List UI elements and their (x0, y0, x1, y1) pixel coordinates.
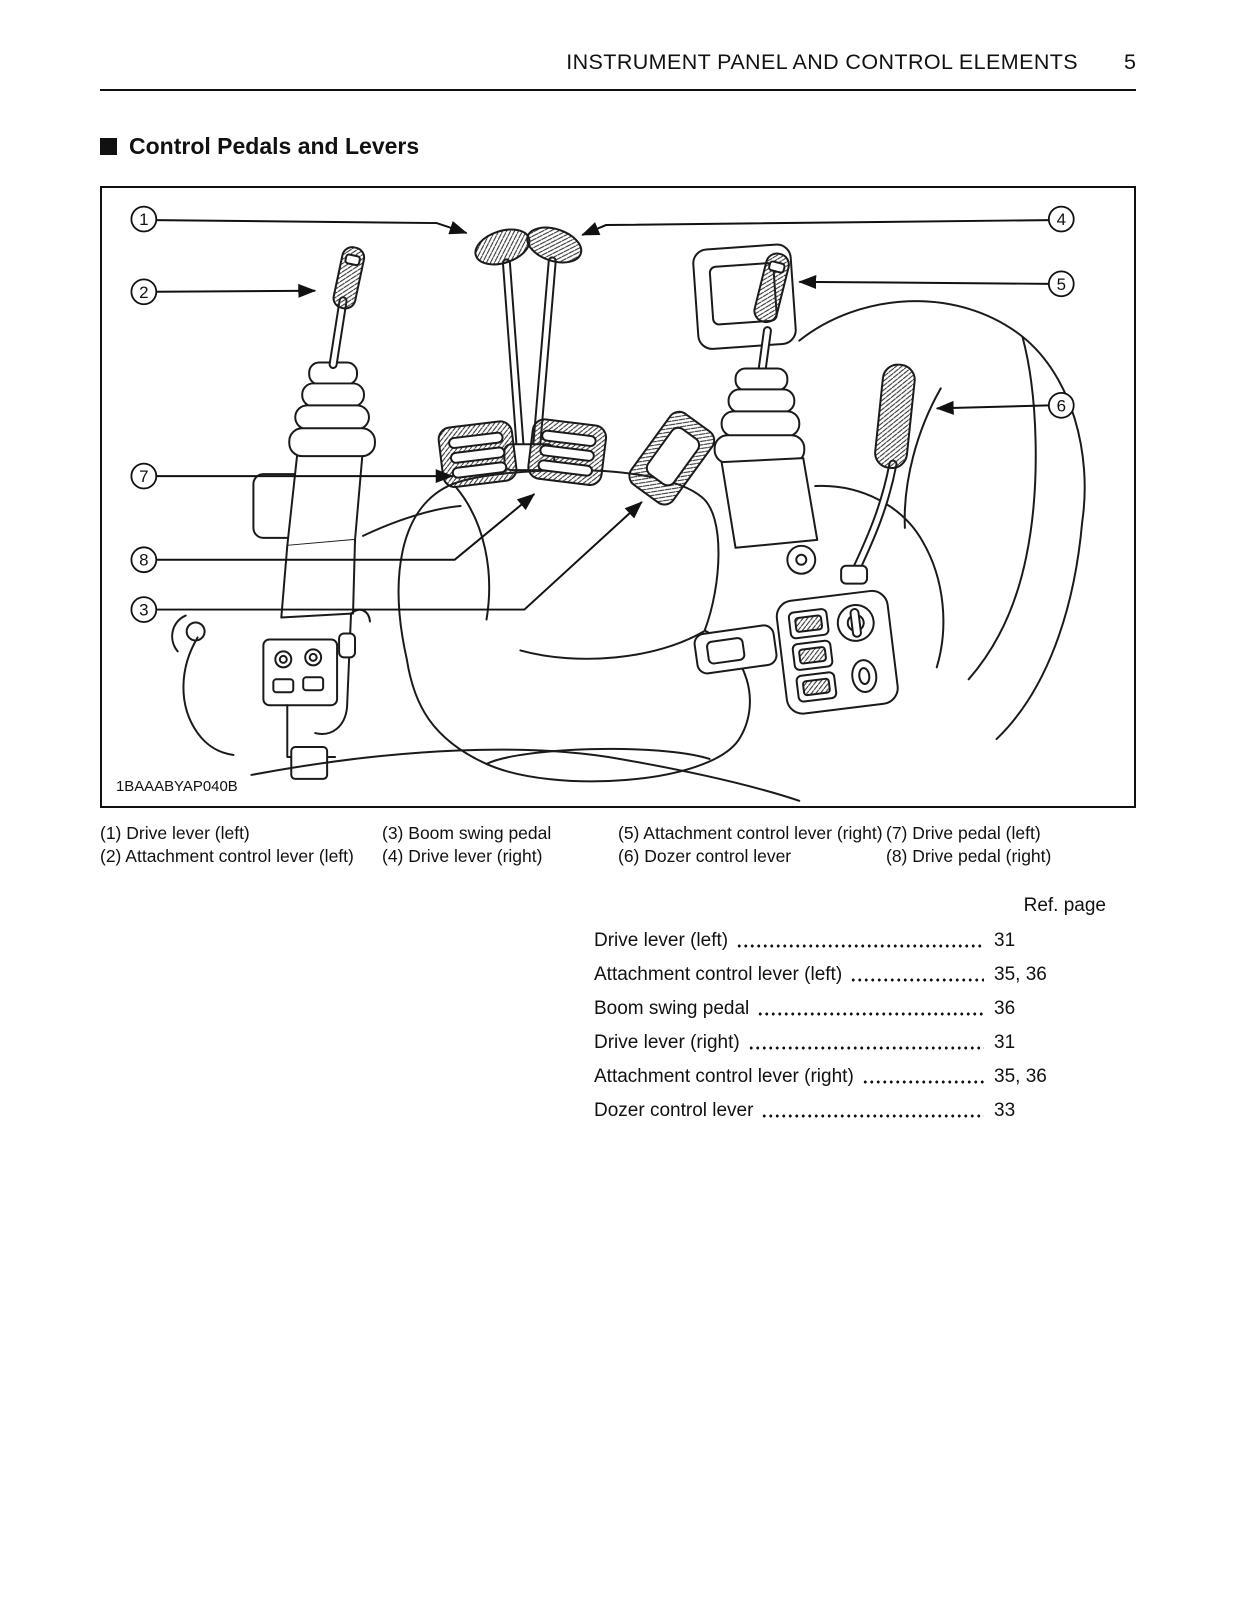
legend-item-1: (1) Drive lever (left) (100, 823, 250, 843)
header-title: INSTRUMENT PANEL AND CONTROL ELEMENTS (566, 50, 1079, 74)
ref-row-page: 36 (994, 998, 1016, 1019)
section-bullet-square (100, 138, 117, 155)
svg-text:1: 1 (139, 210, 149, 230)
callout-6 (1049, 393, 1074, 418)
ref-row-label: Attachment control lever (right) (594, 1066, 854, 1087)
legend-item-3: (3) Boom swing pedal (382, 823, 552, 843)
section-title-text: Control Pedals and Levers (129, 133, 420, 159)
ref-row-label: Dozer control lever (594, 1100, 754, 1121)
callout-7 (131, 464, 156, 489)
ref-row (594, 998, 1106, 1020)
ref-row-label: Drive lever (right) (594, 1032, 740, 1053)
legend-col-1 (100, 822, 382, 868)
figure-panel (100, 186, 1136, 808)
machine-drawing (172, 221, 1085, 801)
floor-details-left (172, 610, 370, 779)
ref-row-label: Boom swing pedal (594, 998, 750, 1019)
operator-seat (399, 470, 750, 781)
ref-row (594, 1066, 1106, 1088)
switch-panel (775, 589, 900, 715)
page-header (100, 0, 1136, 91)
drive-pedal-right (527, 418, 607, 486)
dotted-leader (862, 1080, 984, 1084)
callout-1 (131, 207, 156, 232)
callout-8 (131, 547, 156, 572)
page-number: 5 (1124, 50, 1136, 74)
legend-item-8: (8) Drive pedal (right) (886, 846, 1052, 866)
svg-text:8: 8 (139, 550, 149, 570)
legend-col-3 (618, 822, 886, 868)
ref-row-page: 31 (994, 1032, 1016, 1053)
dotted-leader (757, 1012, 984, 1016)
ref-page-list (594, 894, 1106, 1122)
ref-row-page: 35, 36 (994, 1066, 1047, 1087)
ref-row-label: Attachment control lever (left) (594, 964, 843, 985)
dotted-leader (736, 944, 984, 948)
svg-text:3: 3 (139, 600, 149, 620)
legend-item-4: (4) Drive lever (right) (382, 846, 543, 866)
ref-row-label: Drive lever (left) (594, 930, 729, 951)
attachment-lever-left (253, 245, 375, 617)
svg-text:7: 7 (139, 467, 149, 487)
dotted-leader (850, 978, 984, 982)
ref-row (594, 930, 1106, 952)
figure-legend (100, 822, 1136, 868)
svg-text:2: 2 (139, 282, 149, 302)
ref-row-page: 35, 36 (994, 964, 1047, 985)
callout-2 (131, 279, 156, 304)
ref-page-header: Ref. page (1023, 895, 1106, 916)
ref-row-page: 33 (994, 1100, 1016, 1121)
legend-item-7: (7) Drive pedal (left) (886, 823, 1041, 843)
callout-3 (131, 597, 156, 622)
legend-item-2: (2) Attachment control lever (left) (100, 846, 354, 866)
callout-5 (1049, 271, 1074, 296)
dotted-leader (761, 1114, 984, 1118)
dozer-control-lever (841, 363, 916, 584)
legend-col-2 (382, 822, 618, 868)
legend-item-6: (6) Dozer control lever (618, 846, 792, 866)
page-content (100, 0, 1136, 1122)
ref-row-page: 31 (994, 930, 1016, 951)
svg-text:6: 6 (1056, 396, 1066, 416)
legend-col-4 (886, 822, 1136, 868)
ref-row (594, 1032, 1106, 1054)
ref-row (594, 1100, 1106, 1122)
section-title (100, 133, 1136, 160)
dotted-leader (748, 1046, 984, 1050)
legend-item-5: (5) Attachment control lever (right) (618, 823, 883, 843)
control-pedals-diagram (102, 188, 1134, 806)
ref-row (594, 964, 1106, 986)
figure-code: 1BAAABYAP040B (115, 777, 238, 795)
drive-pedal-left (437, 420, 517, 488)
svg-text:4: 4 (1056, 210, 1066, 230)
svg-text:5: 5 (1056, 274, 1066, 294)
callout-4 (1049, 207, 1074, 232)
